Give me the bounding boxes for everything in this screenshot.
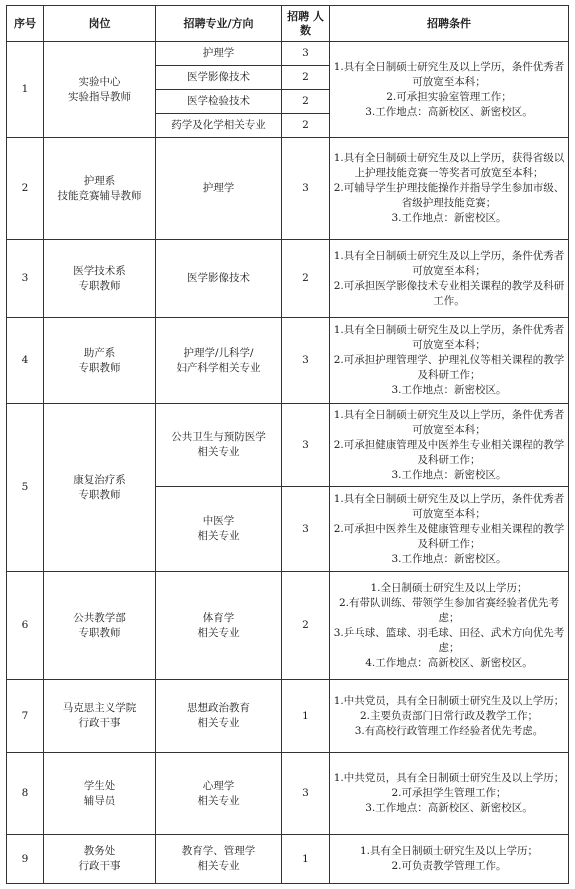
count-cell: 1 bbox=[282, 835, 330, 884]
header-position: 岗位 bbox=[44, 6, 156, 42]
position-line: 技能竞赛辅导教师 bbox=[57, 189, 142, 202]
position-line: 专职教师 bbox=[78, 488, 121, 501]
major-cell bbox=[156, 90, 282, 114]
position-line: 助产系 bbox=[83, 346, 116, 359]
count-cell: 2 bbox=[282, 572, 330, 680]
condition-line: 3.工作地点：新密校区。 bbox=[391, 552, 507, 565]
count-cell: 2 bbox=[282, 114, 330, 138]
row-index: 7 bbox=[7, 680, 44, 753]
position-line: 专职教师 bbox=[78, 361, 121, 374]
condition-line: 3.工作地点：新密校区。 bbox=[391, 468, 507, 481]
condition-line: 3.工作地点：新密校区。 bbox=[391, 384, 507, 396]
condition-line: 2.可承担学生管理工作； bbox=[391, 787, 507, 799]
position-cell bbox=[44, 240, 156, 318]
condition-line: 2.可承担健康管理及中医养生专业相关课程的教学及科研工作； bbox=[333, 438, 565, 466]
major-line: 医学影像技术 bbox=[187, 71, 250, 83]
conditions-cell bbox=[330, 572, 569, 680]
major-cell bbox=[156, 404, 282, 487]
position-cell bbox=[44, 572, 156, 680]
major-line: 思想政治教育 bbox=[187, 702, 250, 714]
conditions-cell bbox=[330, 42, 569, 138]
condition-line: 1.中共党员，具有全日制硕士研究生及以上学历； bbox=[333, 772, 565, 784]
row-index: 6 bbox=[7, 572, 44, 680]
header-major: 招聘专业/方向 bbox=[156, 6, 282, 42]
major-line: 护理学/儿科学/ bbox=[183, 346, 254, 359]
position-line: 马克思主义学院 bbox=[62, 702, 137, 714]
major-cell bbox=[156, 835, 282, 884]
recruitment-table bbox=[6, 5, 569, 884]
header-conditions: 招聘条件 bbox=[330, 6, 569, 42]
count-cell: 1 bbox=[282, 680, 330, 753]
position-cell bbox=[44, 404, 156, 572]
major-line: 相关专业 bbox=[197, 446, 240, 458]
major-line: 相关专业 bbox=[197, 530, 240, 542]
major-line: 公共卫生与预防医学 bbox=[171, 431, 266, 443]
major-cell bbox=[156, 138, 282, 240]
condition-line: 3.工作地点：高新校区、新密校区。 bbox=[365, 802, 533, 814]
table-row bbox=[7, 572, 569, 680]
count-cell: 3 bbox=[282, 318, 330, 404]
row-index: 5 bbox=[7, 404, 44, 572]
major-line: 相关专业 bbox=[197, 717, 240, 729]
condition-line: 1.具有全日制硕士研究生及以上学历，条件优秀者可放宽至本科； bbox=[333, 408, 565, 436]
major-line: 医学影像技术 bbox=[187, 272, 250, 284]
row-index: 1 bbox=[7, 42, 44, 138]
major-cell bbox=[156, 240, 282, 318]
row-index: 3 bbox=[7, 240, 44, 318]
condition-line: 1.全日制硕士研究生及以上学历； bbox=[370, 581, 528, 594]
table-row bbox=[7, 680, 569, 753]
table-row bbox=[7, 318, 569, 404]
condition-line: 1.具有全日制硕士研究生及以上学历，获得省级以上护理技能竞赛一等奖者可放宽至本科； bbox=[333, 152, 565, 179]
table-body bbox=[7, 42, 569, 884]
count-cell: 2 bbox=[282, 240, 330, 318]
condition-line: 1.具有全日制硕士研究生及以上学历，条件优秀者可放宽至本科； bbox=[333, 324, 565, 351]
count-cell: 3 bbox=[282, 753, 330, 835]
conditions-cell bbox=[330, 240, 569, 318]
count-cell: 2 bbox=[282, 66, 330, 90]
position-cell bbox=[44, 680, 156, 753]
conditions-cell bbox=[330, 318, 569, 404]
position-line: 专职教师 bbox=[78, 626, 121, 639]
count-cell: 3 bbox=[282, 404, 330, 487]
header-index: 序号 bbox=[7, 6, 44, 42]
position-line: 护理系 bbox=[83, 174, 116, 187]
position-line: 行政干事 bbox=[78, 860, 121, 872]
major-cell bbox=[156, 114, 282, 138]
position-line: 康复治疗系 bbox=[73, 473, 126, 486]
major-cell bbox=[156, 66, 282, 90]
condition-line: 2.可辅导学生护理技能操作并指导学生参加市级、省级护理技能竞赛； bbox=[333, 182, 565, 209]
major-cell bbox=[156, 487, 282, 572]
header-count-line2: 人数 bbox=[300, 9, 324, 37]
table-row bbox=[7, 42, 569, 66]
position-line: 辅导员 bbox=[83, 794, 116, 807]
position-cell bbox=[44, 138, 156, 240]
major-cell bbox=[156, 318, 282, 404]
condition-line: 3.乒乓球、篮球、羽毛球、田径、武术方向优先考虑； bbox=[333, 626, 565, 654]
table-row bbox=[7, 835, 569, 884]
major-line: 护理学 bbox=[202, 47, 235, 59]
table-row bbox=[7, 240, 569, 318]
condition-line: 4.工作地点：高新校区、新密校区。 bbox=[365, 656, 533, 669]
position-cell bbox=[44, 835, 156, 884]
condition-line: 3.有高校行政管理工作经验者优先考虑。 bbox=[354, 724, 544, 737]
conditions-cell bbox=[330, 404, 569, 487]
condition-line: 3.工作地点：高新校区、新密校区。 bbox=[365, 105, 533, 118]
header-row bbox=[7, 6, 569, 42]
row-index: 2 bbox=[7, 138, 44, 240]
condition-line: 2.主要负责部门日常行政及教学工作； bbox=[359, 709, 539, 722]
position-line: 教务处 bbox=[83, 845, 116, 857]
condition-line: 2.有带队训练、带领学生参加省赛经验者优先考虑； bbox=[338, 596, 560, 624]
position-line: 专职教师 bbox=[78, 279, 121, 292]
major-cell bbox=[156, 572, 282, 680]
major-line: 相关专业 bbox=[197, 794, 240, 807]
conditions-cell bbox=[330, 138, 569, 240]
conditions-cell bbox=[330, 680, 569, 753]
conditions-cell bbox=[330, 487, 569, 572]
conditions-cell bbox=[330, 753, 569, 835]
major-line: 心理学 bbox=[202, 779, 235, 792]
major-line: 教育学、管理学 bbox=[181, 845, 256, 857]
condition-line: 1.中共党员，具有全日制硕士研究生及以上学历； bbox=[333, 694, 565, 707]
position-line: 行政干事 bbox=[78, 717, 121, 729]
position-line: 学生处 bbox=[83, 779, 116, 792]
count-cell: 3 bbox=[282, 42, 330, 66]
condition-line: 2.可承担中医养生及健康管理专业相关课程的教学及科研工作； bbox=[333, 522, 565, 550]
major-line: 药学及化学相关专业 bbox=[171, 119, 266, 131]
count-cell: 3 bbox=[282, 138, 330, 240]
position-cell bbox=[44, 318, 156, 404]
position-line: 实验指导教师 bbox=[68, 90, 131, 103]
row-index: 4 bbox=[7, 318, 44, 404]
condition-line: 1.具有全日制硕士研究生及以上学历，条件优秀者可放宽至本科； bbox=[333, 60, 565, 88]
condition-line: 3.工作地点：新密校区。 bbox=[391, 212, 507, 224]
count-cell: 3 bbox=[282, 487, 330, 572]
condition-line: 1.具有全日制硕士研究生及以上学历，条件优秀者可放宽至本科； bbox=[333, 249, 565, 277]
major-line: 体育学 bbox=[202, 611, 235, 624]
conditions-cell bbox=[330, 835, 569, 884]
major-cell bbox=[156, 680, 282, 753]
table-row bbox=[7, 753, 569, 835]
major-line: 中医学 bbox=[202, 515, 235, 527]
position-cell bbox=[44, 42, 156, 138]
major-line: 相关专业 bbox=[197, 860, 240, 872]
header-count-line1: 招聘 bbox=[287, 9, 310, 23]
position-cell bbox=[44, 753, 156, 835]
header-count bbox=[282, 6, 330, 42]
row-index: 8 bbox=[7, 753, 44, 835]
row-index: 9 bbox=[7, 835, 44, 884]
condition-line: 1.具有全日制硕士研究生及以上学历； bbox=[359, 845, 539, 857]
table-row bbox=[7, 138, 569, 240]
table-row bbox=[7, 404, 569, 487]
condition-line: 2.可承担实验室管理工作； bbox=[386, 90, 512, 103]
condition-line: 2.可负责教学管理工作。 bbox=[391, 860, 507, 872]
position-line: 医学技术系 bbox=[73, 264, 126, 277]
condition-line: 2.可承担医学影像技术专业相关课程的教学及科研工作。 bbox=[333, 279, 565, 307]
count-cell: 2 bbox=[282, 90, 330, 114]
recruitment-table-container bbox=[6, 5, 569, 884]
major-line: 妇产科学相关专业 bbox=[176, 361, 261, 374]
condition-line: 1.具有全日制硕士研究生及以上学历，条件优秀者可放宽至本科； bbox=[333, 492, 565, 520]
major-cell bbox=[156, 753, 282, 835]
major-line: 相关专业 bbox=[197, 626, 240, 639]
major-line: 医学检验技术 bbox=[187, 95, 250, 107]
condition-line: 2.可承担护理管理学、护理礼仪等相关课程的教学及科研工作； bbox=[333, 354, 565, 381]
major-cell bbox=[156, 42, 282, 66]
major-line: 护理学 bbox=[202, 182, 235, 194]
position-line: 公共教学部 bbox=[73, 611, 126, 624]
position-line: 实验中心 bbox=[78, 75, 121, 88]
